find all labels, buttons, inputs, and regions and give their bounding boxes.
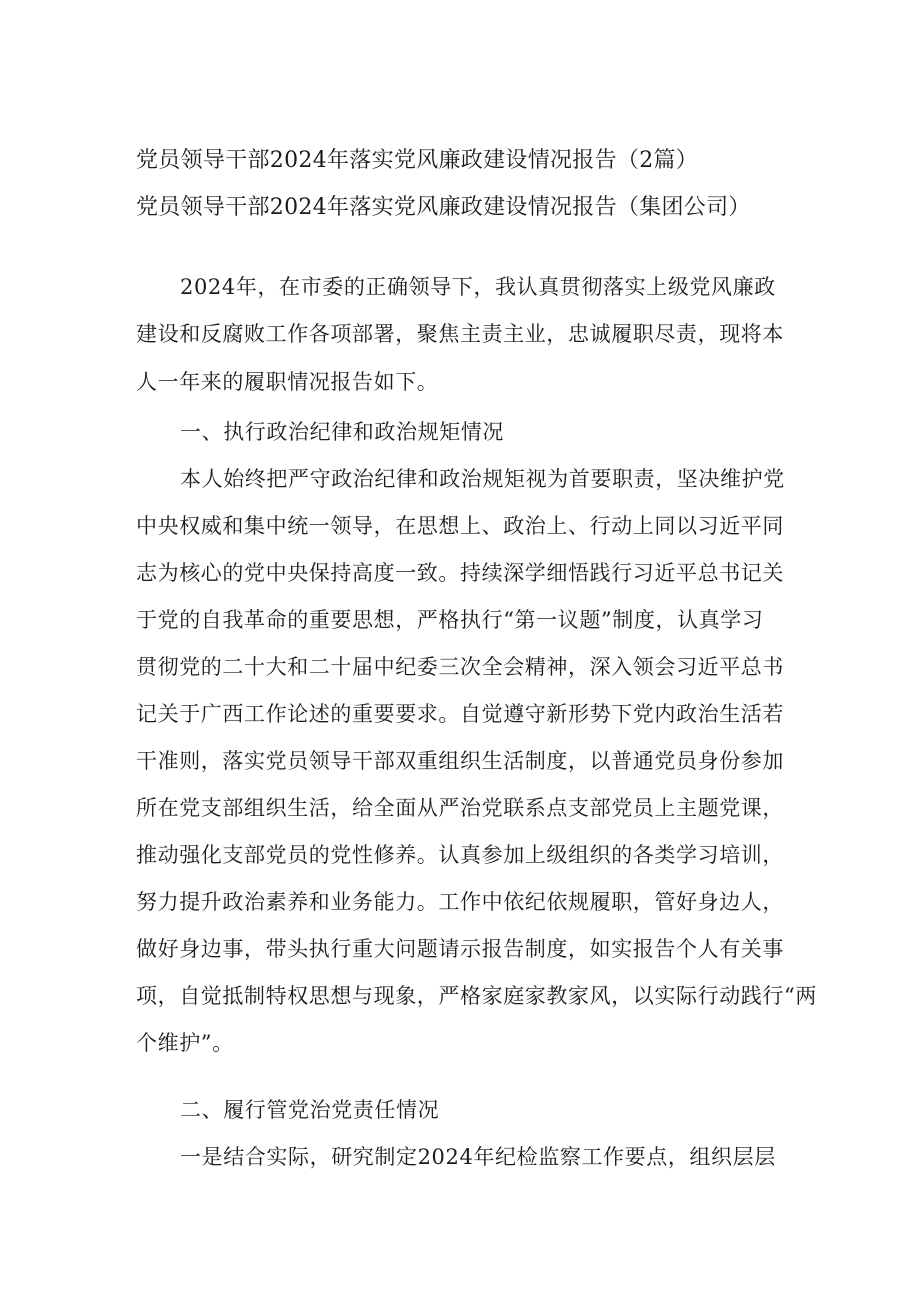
section-2-line-1: 一是结合实际，研究制定2024年纪检监察工作要点，组织层层 xyxy=(180,1145,776,1169)
section-1-line-2: 中央权威和集中统一领导，在思想上、政治上、行动上同以习近平同 xyxy=(136,514,784,538)
section-1-line-12: 项，自觉抵制特权思想与现象，严格家庭家教家风，以实际行动践行“两 xyxy=(136,984,817,1008)
section-1-line-13: 个维护”。 xyxy=(136,1031,234,1055)
document-subtitle: 党员领导干部2024年落实党风廉政建设情况报告（集团公司） xyxy=(136,195,751,220)
section-1-line-3: 志为核心的党中央保持高度一致。持续深学细悟践行习近平总书记关 xyxy=(136,561,784,585)
intro-line-1: 2024年，在市委的正确领导下，我认真贯彻落实上级党风廉政 xyxy=(180,275,776,299)
section-2-heading: 二、履行管党治党责任情况 xyxy=(180,1098,440,1122)
section-1-heading: 一、执行政治纪律和政治规矩情况 xyxy=(180,420,504,444)
section-1-line-9: 推动强化支部党员的党性修养。认真参加上级组织的各类学习培训， xyxy=(136,843,784,867)
section-1-line-10: 努力提升政治素养和业务能力。工作中依纪依规履职，管好身边人， xyxy=(136,890,784,914)
document-title: 党员领导干部2024年落实党风廉政建设情况报告（2篇） xyxy=(136,148,699,173)
section-1-line-1: 本人始终把严守政治纪律和政治规矩视为首要职责，坚决维护党 xyxy=(180,467,785,491)
section-1-line-8: 所在党支部组织生活，给全面从严治党联系点支部党员上主题党课， xyxy=(136,796,784,820)
section-1-line-11: 做好身边事，带头执行重大问题请示报告制度，如实报告个人有关事 xyxy=(136,937,784,961)
section-1-line-5: 贯彻党的二十大和二十届中纪委三次全会精神，深入领会习近平总书 xyxy=(136,655,784,679)
section-1-line-7: 干准则，落实党员领导干部双重组织生活制度，以普通党员身份参加 xyxy=(136,749,784,773)
intro-line-3: 人一年来的履职情况报告如下。 xyxy=(136,370,439,394)
section-1-line-4: 于党的自我革命的重要思想，严格执行“第一议题”制度，认真学习 xyxy=(136,608,764,632)
section-1-line-6: 记关于广西工作论述的重要要求。自觉遵守新形势下党内政治生活若 xyxy=(136,702,784,726)
intro-line-2: 建设和反腐败工作各项部署，聚焦主责主业，忠诚履职尽责，现将本 xyxy=(136,322,784,346)
